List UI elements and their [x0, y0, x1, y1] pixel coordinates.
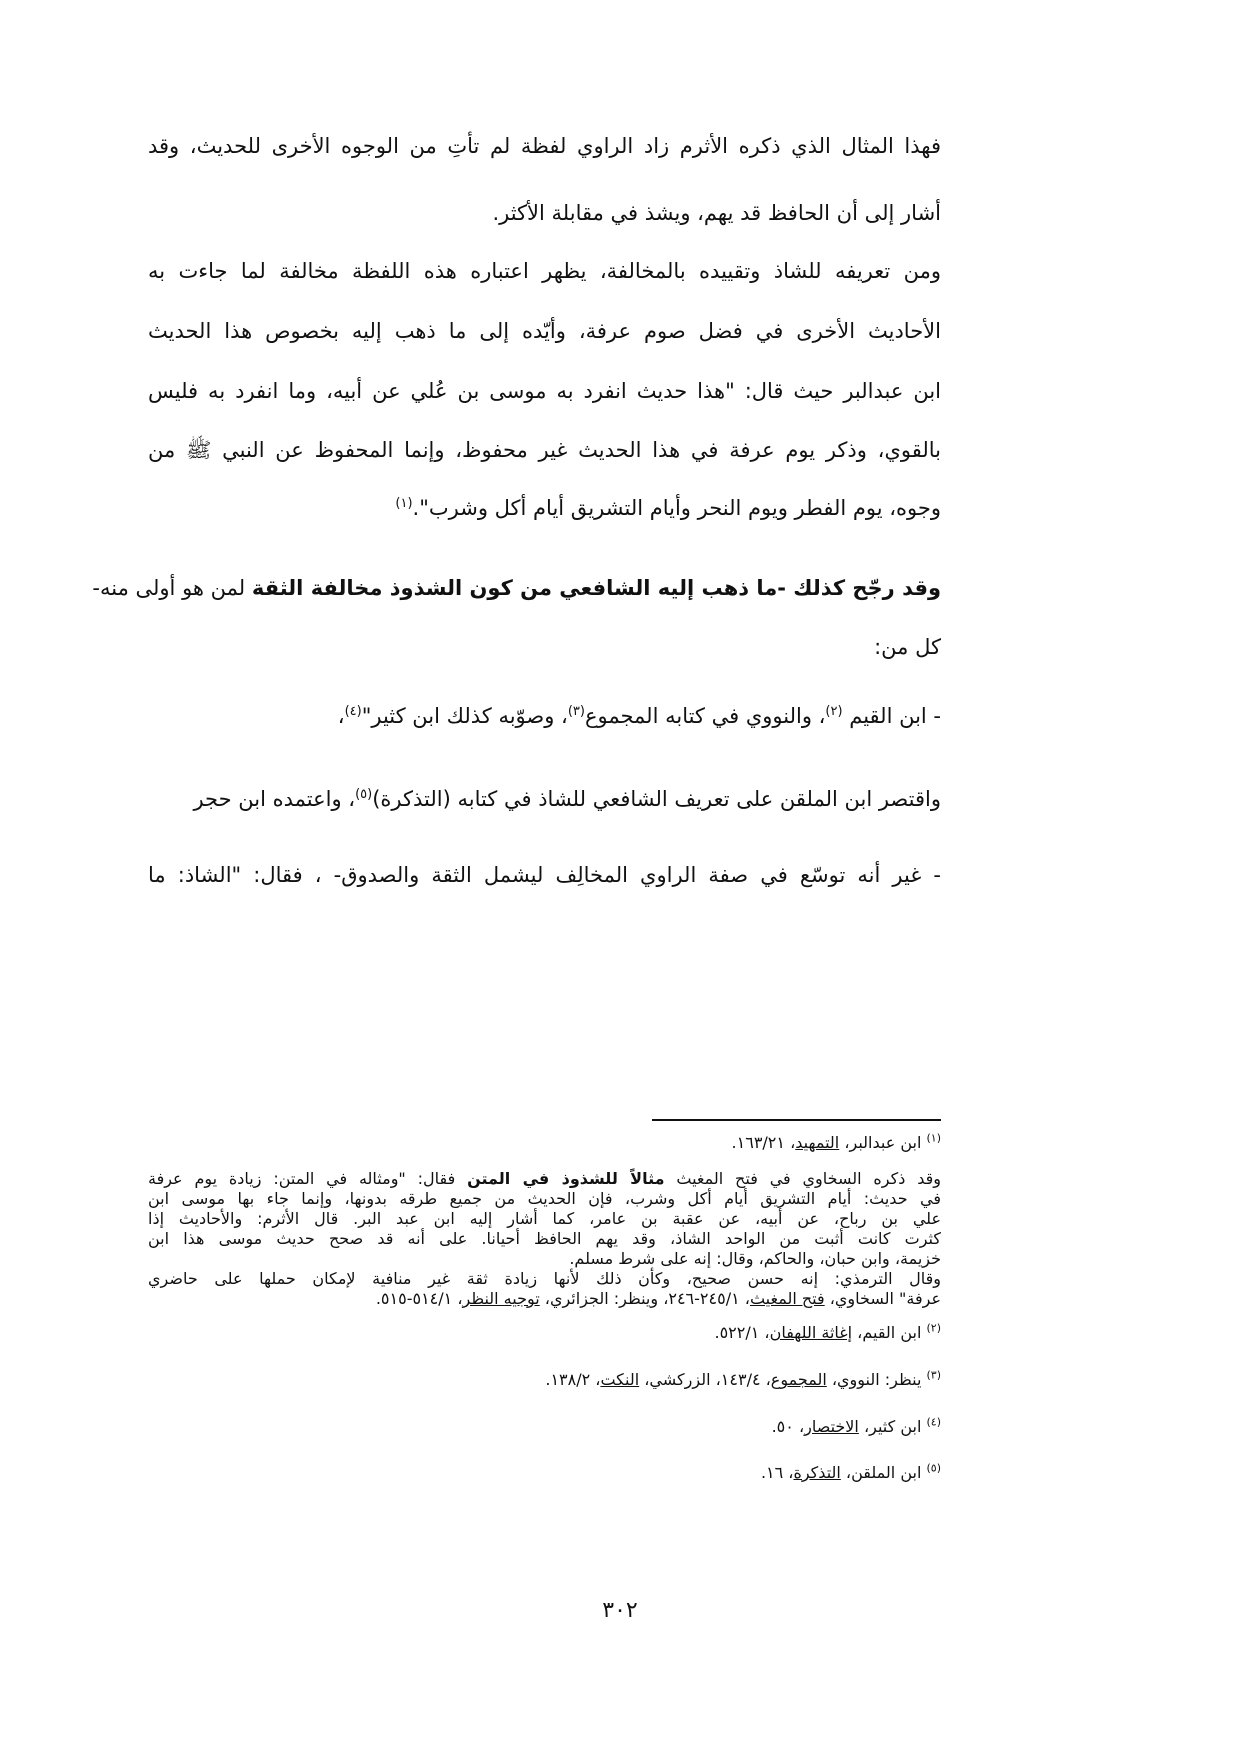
text-span: - ابن القيم: [842, 704, 941, 728]
text-span: فهذا المثال الذي ذكره الأثرم زاد الراوي لفظة لم تأتِ من الوجوه الأخرى للحديث، وقد: [148, 134, 941, 158]
footnote-number: (٤): [926, 1415, 941, 1429]
text-span: بالقوي، وذكر يوم عرفة في هذا الحديث غير محفوظ، وإنما المحفوظ عن النبي ﷺ من: [148, 438, 941, 462]
text-span: وجوه، يوم الفطر ويوم النحر وأيام التشريق أيام أكل وشرب".: [412, 496, 941, 520]
text-span: ، ٥١٤/١-٥١٥.: [375, 1289, 463, 1308]
bold-text: مثالاً للشذوذ في المتن: [467, 1169, 665, 1188]
footnote-line: [148, 1463, 941, 1483]
footnote-5: [148, 1463, 941, 1483]
footnote-line: [148, 1133, 941, 1153]
book-title: فتح المغيث: [749, 1289, 825, 1308]
footnote-line: [148, 1417, 941, 1437]
text-line: [148, 493, 941, 523]
text-line: [148, 784, 941, 814]
text-line: [148, 256, 941, 286]
text-span: - غير أنه توسّع في صفة الراوي المخالِف ليشمل الثقة والصدوق- ، فقال: "الشاذ: ما: [148, 863, 941, 887]
book-title: النكت: [600, 1370, 640, 1389]
text-span: عرفة" السخاوي،: [824, 1289, 941, 1308]
footnote-line: في حديث: أيام التشريق أيام أكل وشرب، فإن الحديث من جميع طرقه بدونها، وإنما جاء بها موسى ابن: [148, 1189, 941, 1208]
footnote-ref[interactable]: (٣): [567, 704, 585, 719]
footnote-ref[interactable]: (٥): [355, 787, 373, 802]
text-line: [148, 131, 941, 161]
text-line: [92, 573, 941, 603]
footnote-number: (٥): [926, 1461, 941, 1475]
footnote-number: (١): [926, 1131, 941, 1145]
footnote-line: خزيمة، وابن حبان، والحاكم، وقال: إنه على شرط مسلم.: [569, 1249, 941, 1268]
book-title: التذكرة: [793, 1463, 841, 1482]
text-line: [148, 198, 941, 228]
text-line: [148, 632, 941, 662]
footnote-line: وقال الترمذي: إنه حسن صحيح، وكأن ذلك لأنها زيادة ثقة غير منافية لإمكان حملها على حاضري: [148, 1269, 941, 1288]
text-span: كل من:: [874, 635, 941, 659]
text-span: ابن الملقن،: [840, 1463, 927, 1482]
footnote-ref[interactable]: (٢): [825, 704, 843, 719]
text-span: الأحاديث الأخرى في فضل صوم عرفة، وأيّده إلى ما ذهب إليه بخصوص هذا الحديث: [148, 319, 941, 343]
text-span: ، ١٤٣/٤، الزركشي،: [639, 1370, 771, 1389]
book-title: توجيه النظر: [462, 1289, 540, 1308]
text-span: ، ٢٤٥/١-٢٤٦، وينظر: الجزائري،: [539, 1289, 750, 1308]
footnote-1-continuation: [148, 1169, 941, 1309]
text-span: أشار إلى أن الحافظ قد يهم، ويشذ في مقابلة الأكثر.: [492, 201, 941, 225]
footnote-line: علي بن رباح، عن أبيه، عن عقبة بن عامر، كما أشار إليه ابن عبد البر. قال الأثرم: والأحاديث إذا: [148, 1209, 941, 1228]
text-span: ومن تعريفه للشاذ وتقييده بالمخالفة، يظهر اعتباره هذه اللفظة مخالفة لما جاءت به: [148, 259, 941, 283]
text-span: واقتصر ابن الملقن على تعريف الشافعي للشاذ في كتابه (التذكرة): [372, 787, 941, 811]
text-span: ابن عبدالبر،: [839, 1133, 927, 1152]
text-span: ، ١٦٣/٢١.: [731, 1133, 796, 1152]
text-span: ، وصوّبه كذلك ابن كثير": [361, 704, 568, 728]
book-title: التمهيد: [795, 1133, 840, 1152]
text-line: [148, 316, 941, 346]
footnote-line: [148, 1370, 941, 1390]
book-title: إغاثة اللهفان: [769, 1323, 853, 1342]
footnote-number: (٣): [926, 1368, 941, 1382]
footnote-number: (٢): [926, 1321, 941, 1335]
text-span: ، والنووي في كتابه المجموع: [584, 704, 826, 728]
text-span: لمن هو أولى منه-: [92, 576, 252, 600]
text-span: ابن عبدالبر حيث قال: "هذا حديث انفرد به موسى بن عُلي عن أبيه، وما انفرد به فليس: [148, 379, 941, 403]
book-title: الاختصار: [804, 1417, 859, 1436]
text-line: [148, 435, 941, 465]
footnote-line: [148, 1169, 941, 1189]
book-title: المجموع: [770, 1370, 827, 1389]
bold-text: وقد رجّح كذلك -ما ذهب إليه الشافعي من كون الشذوذ مخالفة الثقة: [251, 576, 941, 600]
text-span: ، ٥٢٢/١.: [714, 1323, 770, 1342]
text-line: [148, 701, 941, 731]
text-span: ، واعتمده ابن حجر: [193, 787, 356, 811]
page-number: ٣٠٢: [602, 1598, 638, 1623]
text-span: ابن القيم،: [852, 1323, 927, 1342]
footnote-line: كثرت كانت أثبت من الواحد الشاذ، وقد يهم الحافظ أحيانا. على أنه قد صحح حديث موسى هذا ابن: [148, 1229, 941, 1248]
text-span: ، ١٣٨/٢.: [545, 1370, 601, 1389]
text-span: فقال: "ومثاله في المتن: زيادة يوم عرفة: [148, 1169, 468, 1188]
text-span: ، ١٦.: [760, 1463, 794, 1482]
footnote-ref[interactable]: (١): [395, 496, 413, 511]
footnote-separator: [652, 1119, 941, 1121]
text-line: [148, 860, 941, 890]
text-span: ابن كثير،: [858, 1417, 927, 1436]
footnote-3: [148, 1370, 941, 1390]
footnote-line: [148, 1289, 941, 1309]
text-span: وقد ذكره السخاوي في فتح المغيث: [664, 1169, 941, 1188]
text-span: ، ٥٠.: [771, 1417, 805, 1436]
footnote-4: [148, 1417, 941, 1437]
footnote-2: [148, 1323, 941, 1343]
footnote-ref[interactable]: (٤): [344, 704, 362, 719]
footnote-1: [148, 1133, 941, 1153]
footnote-line: [148, 1323, 941, 1343]
text-line: [148, 376, 941, 406]
text-span: ينظر: النووي،: [826, 1370, 927, 1389]
text-span: ،: [337, 704, 345, 728]
